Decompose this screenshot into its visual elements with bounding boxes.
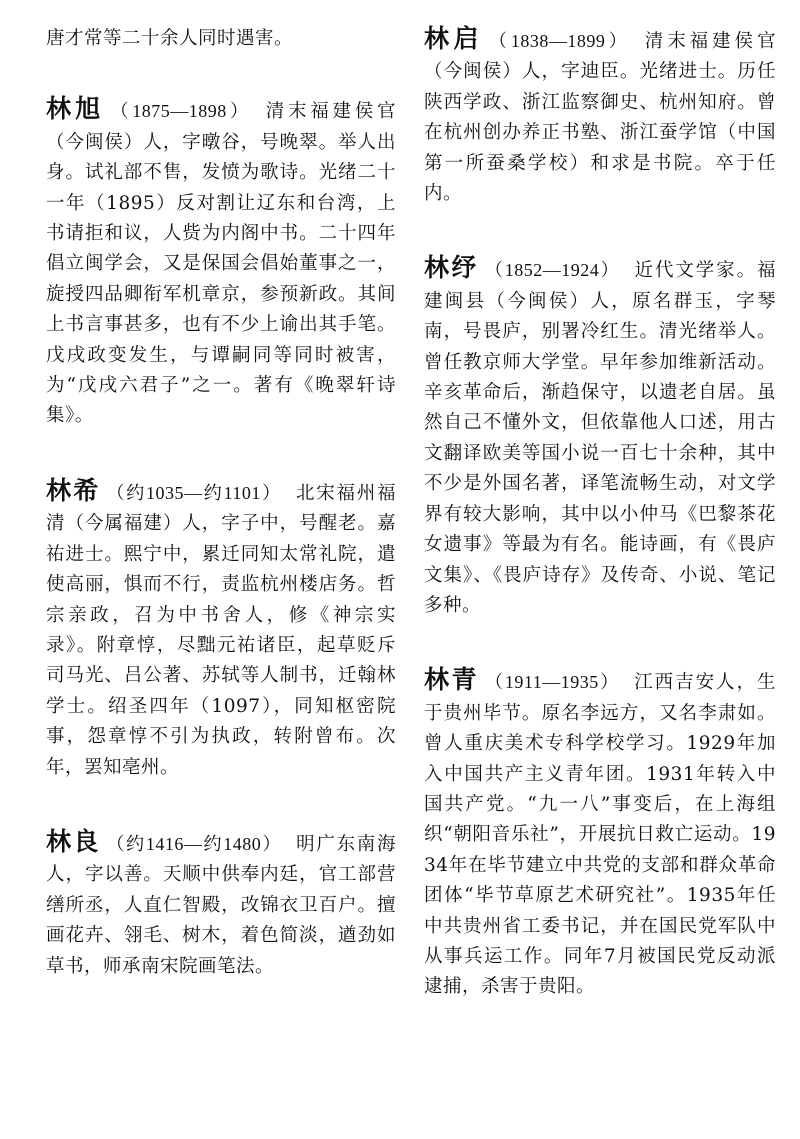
entry-name: 林旭 — [46, 94, 105, 124]
continuation-text: 唐才常等二十余人同时遇害。 — [46, 28, 294, 49]
entry-lin-qing — [424, 665, 776, 1002]
entry-text: 江西吉安人，生于贵州毕节。原名李远方，又名李肃如。曾人重庆美术专科学校学习。1929年加入中国共产主义青年团。1931年转入中国共产党。“九一八”事变后，在上海组织“朝阳音乐社”，开展抗日救亡运动。1934年在毕节建立中共党的支部和群众革命团体“毕节草原艺术研究社”。1935年任中共贵州省工委书记，并在国民党军队中从事兵运工作。同年7月被国民党反动派逮捕，杀害于贵阳。 — [424, 672, 776, 998]
entry-text: 清末福建侯官（今闽侯）人，字暾谷，号晚翠。举人出身。试礼部不售，发愤为歌诗。光绪二十一年（1895）反对割让辽东和台湾，上书请拒和议，人赀为内阁中书。二十四年倡立闽学会，又是保国会倡始董事之一，旋授四品卿衔军机章京，参预新政。其间上书言事甚多，也有不少上谕出其手笔。戊戌政变发生，与谭嗣同等同时被害，为“戊戌六君子”之一。著有《晚翠轩诗集》。 — [46, 101, 396, 427]
entry-lin-xu — [46, 94, 396, 431]
entry-text: 北宋福州福清（今属福建）人，字子中，号醒老。嘉祐进士。熙宁中，累迁同知太常礼院，遣使高丽，惧而不行，责监杭州楼店务。哲宗亲政，召为中书舍人，修《神宗实录》。附章惇，尽黜元祐诸臣，起草贬斥司马光、吕公著、苏轼等人制书，迁翰林学士。绍圣四年（1097），同知枢密院事，怨章惇不引为执政，转附曾布。次年，罢知亳州。 — [46, 482, 396, 778]
entry-name: 林良 — [46, 826, 101, 856]
entry-text: 近代文学家。福建闽县（今闽侯）人，原名群玉，字琴南，号畏庐，别署冷红生。清光绪举人。曾任教京师大学堂。早年参加维新活动。辛亥革命后，渐趋保守，以遗老自居。虽然自己不懂外文，但依靠他人口述，用古文翻译欧美等国小说一百七十余种，其中不少是外国名著，译笔流畅生动，对文学界有较大影响，其中以小仲马《巴黎茶花女遗事》等最为有名。能诗画，有《畏庐文集》、《畏庐诗存》及传奇、小说、笔记多种。 — [424, 260, 776, 616]
entry-lin-qi — [424, 24, 776, 209]
entry-text: 清末福建侯官（今闽侯）人，字迪臣。光绪进士。历任陕西学政、浙江监察御史、杭州知府。曾在杭州创办养正书塾、浙江蚕学馆（中国第一所蚕桑学校）和求是书院。卒于任内。 — [424, 31, 776, 205]
entry-dates: （1875—1898） — [110, 101, 252, 122]
entry-lin-xi — [46, 476, 396, 783]
entry-name: 林启 — [424, 24, 483, 53]
entry-name: 林希 — [46, 475, 101, 505]
entry-dates: （1852—1924） — [484, 260, 621, 281]
entry-name: 林青 — [424, 665, 479, 695]
left-column — [46, 24, 396, 1026]
entry-lin-liang — [46, 827, 396, 982]
continued-text — [46, 24, 396, 54]
entry-text: 明广东南海人，字以善。天顺中供奉内廷，官工部营缮所丞，人直仁智殿，改锦衣卫百户。擅画花卉、翎毛、树木，着色简淡，遒劲如草书，师承南宋院画笔法。 — [46, 833, 396, 977]
entry-dates: （1911—1935） — [484, 672, 621, 693]
entry-lin-shu — [424, 253, 776, 621]
entry-dates: （约1416—约1480） — [106, 833, 283, 854]
entry-dates: （约1035—约1101） — [106, 482, 282, 503]
right-column — [424, 24, 776, 1047]
entry-name: 林纾 — [424, 253, 479, 283]
entry-dates: （1838—1899） — [488, 31, 631, 51]
